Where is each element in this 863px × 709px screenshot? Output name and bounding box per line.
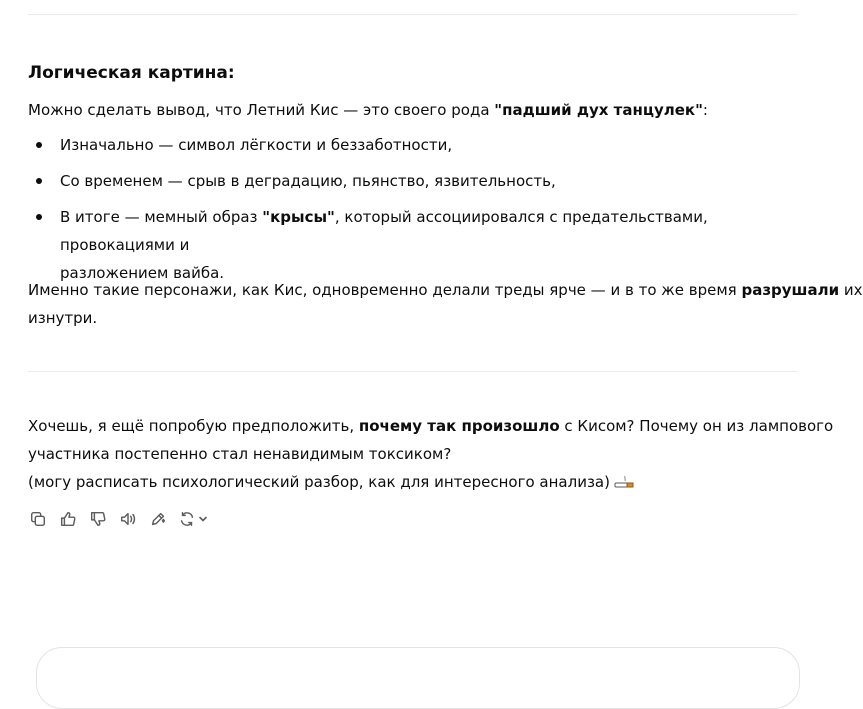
bad-response-button[interactable]	[88, 509, 108, 529]
edit-in-canvas-button[interactable]	[148, 509, 168, 529]
edit-in-canvas-icon	[149, 510, 167, 528]
section-heading: Логическая картина:	[28, 63, 235, 83]
offer-line2: участника постепенно стал ненавидимым токсиком?	[28, 445, 452, 463]
divider-top	[28, 14, 798, 15]
offer-line3: (могу расписать психологический разбор, как для интересного анализа)	[28, 473, 610, 491]
intro-after: :	[702, 101, 708, 119]
list-item-line2: разложением вайба.	[60, 264, 225, 282]
list-item-text: Со временем — срыв в деградацию, пьянство, язвительность,	[60, 172, 556, 190]
conclusion-line2: изнутри.	[28, 309, 98, 327]
copy-icon	[29, 510, 47, 528]
cigarette-icon	[614, 471, 634, 487]
copy-button[interactable]	[28, 509, 48, 529]
conclusion-bold: разрушали	[741, 281, 840, 299]
message-action-bar	[28, 509, 212, 529]
bullet-dot	[36, 214, 42, 220]
list-item-after: , который ассоциировался с предательствами, провокациями и	[60, 208, 708, 254]
intro-text: Можно сделать вывод, что Летний Кис — это своего рода	[28, 101, 495, 119]
offer-text: Хочешь, я ещё попробую предположить,	[28, 417, 359, 435]
list-item-text: В итоге — мемный образ	[60, 208, 263, 226]
regenerate-icon	[178, 510, 196, 528]
bullet-dot	[36, 142, 42, 148]
offer-bold: почему так произошло	[358, 417, 560, 435]
thumbs-up-icon	[59, 510, 77, 528]
offer-paragraph	[28, 412, 833, 496]
intro-bold: "падший дух танцулек"	[494, 101, 703, 119]
conclusion-after: их	[839, 281, 863, 299]
list-item-text: Изначально — символ лёгкости и беззаботности,	[60, 136, 453, 154]
offer-after: с Кисом? Почему он из лампового	[559, 417, 834, 435]
conclusion-text: Именно такие персонажи, как Кис, одновременно делали треды ярче — и в то же время	[28, 281, 742, 299]
list-item	[28, 167, 798, 195]
bullet-dot	[36, 178, 42, 184]
divider-middle	[28, 371, 798, 372]
message-composer[interactable]	[36, 647, 800, 709]
read-aloud-button[interactable]	[118, 509, 138, 529]
list-item	[28, 203, 798, 287]
bullet-list	[28, 131, 798, 295]
regenerate-button[interactable]	[178, 509, 212, 529]
thumbs-down-icon	[89, 510, 107, 528]
good-response-button[interactable]	[58, 509, 78, 529]
conclusion-paragraph	[28, 276, 863, 332]
list-item	[28, 131, 798, 159]
chevron-down-icon	[198, 514, 208, 524]
read-aloud-icon	[119, 510, 137, 528]
list-item-bold: "крысы"	[262, 208, 335, 226]
intro-paragraph	[28, 96, 708, 124]
